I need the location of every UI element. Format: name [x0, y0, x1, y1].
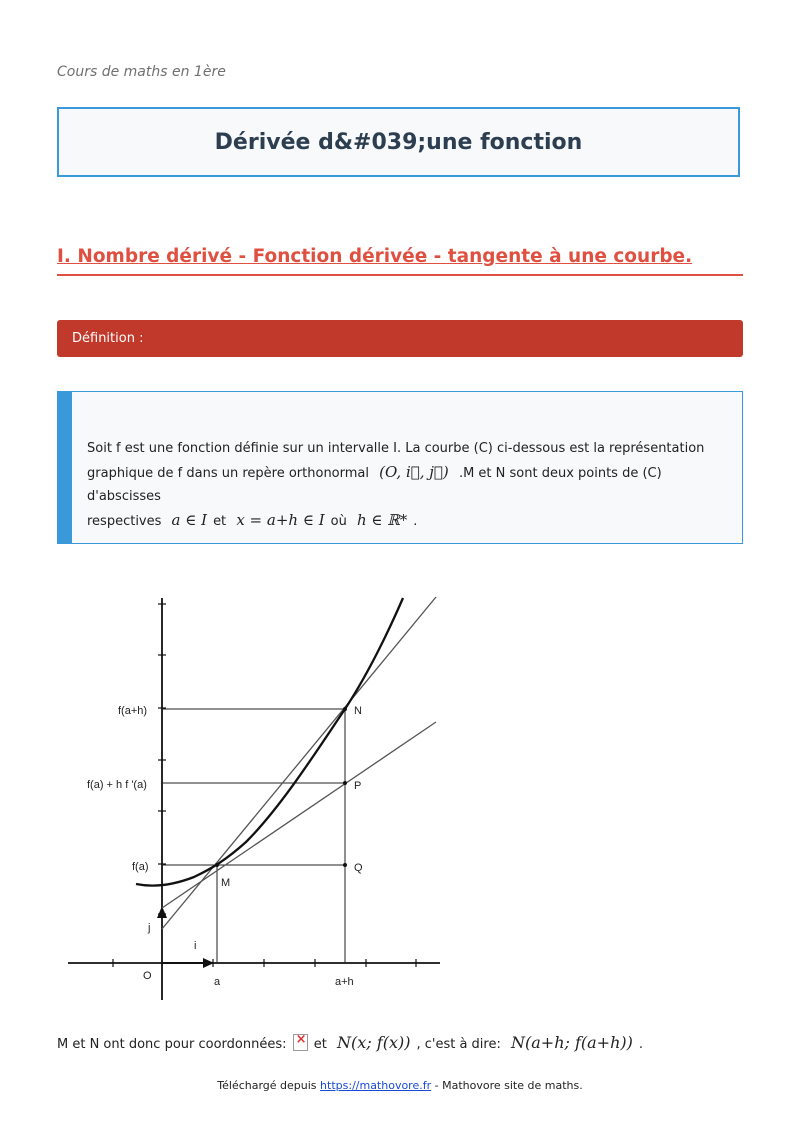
period: .	[413, 513, 418, 529]
footer-link[interactable]: https://mathovore.fr	[320, 1079, 432, 1092]
definition-line-2-end: .M et N sont deux points de (C) d'abscisses	[87, 465, 662, 504]
section-title: I. Nombre dérivé - Fonction dérivée - tangente à une courbe.	[57, 246, 693, 267]
definition-line-1: Soit f est une fonction définie sur un intervalle I. La courbe (C) ci-dessous est la représentation	[87, 441, 705, 456]
secant-line	[162, 597, 436, 929]
footer-prefix: Téléchargé depuis	[217, 1079, 317, 1092]
coordinates-end: .	[638, 1037, 644, 1052]
footer-suffix: - Mathovore site de maths.	[434, 1079, 583, 1092]
frame-formula: (O, i⃗, j⃗)	[379, 462, 449, 481]
definition-line-3-text: respectives	[87, 513, 162, 529]
label-i: i	[194, 940, 197, 952]
label-j: j	[148, 922, 151, 934]
label-m: M	[221, 877, 231, 889]
point-q	[343, 863, 347, 867]
curve-c	[136, 598, 403, 886]
definition-line-2	[87, 461, 737, 509]
footer	[0, 1079, 800, 1092]
formula-n: N(x; f(x))	[337, 1033, 411, 1052]
definition-header: Définition :	[57, 320, 743, 357]
point-m	[215, 863, 219, 867]
label-a: a	[214, 976, 221, 988]
point-n	[343, 707, 347, 711]
derivative-graph	[66, 592, 446, 1007]
label-fa: f(a)	[132, 861, 149, 873]
coordinates-text-2: , c'est à dire:	[416, 1037, 501, 1052]
label-n: N	[354, 705, 362, 717]
label-q: Q	[354, 862, 363, 874]
tangent-line	[162, 722, 436, 908]
formula-n-expanded: N(a+h; f(a+h))	[511, 1033, 633, 1052]
course-subtitle: Cours de maths en 1ère	[57, 64, 226, 80]
section-heading	[57, 246, 743, 276]
broken-image-icon	[293, 1034, 308, 1051]
formula-a-in-i: a ∈ I	[171, 510, 208, 529]
coordinates-line	[57, 1033, 643, 1052]
i-arrowhead	[203, 958, 214, 968]
definition-box	[57, 391, 743, 544]
label-fa-hfa: f(a) + h f '(a)	[87, 779, 147, 791]
coordinates-text: M et N ont donc pour coordonnées:	[57, 1037, 287, 1052]
label-fah: f(a+h)	[118, 705, 148, 717]
word-et: et	[213, 513, 227, 529]
label-ah: a+h	[335, 976, 354, 988]
definition-line-3	[87, 509, 737, 534]
point-p	[343, 781, 347, 785]
definition-line-2-text: graphique de f dans un repère orthonormal	[87, 465, 369, 481]
coordinates-et: et	[313, 1037, 327, 1052]
title-box	[57, 107, 740, 177]
definition-text	[87, 437, 737, 533]
page-title: Dérivée d&#039;une fonction	[214, 129, 583, 155]
formula-h: h ∈ ℝ*	[356, 510, 408, 529]
formula-x: x = a+h ∈ I	[236, 510, 325, 529]
label-p: P	[354, 780, 362, 792]
label-o: O	[143, 970, 152, 982]
word-ou: où	[330, 513, 347, 529]
